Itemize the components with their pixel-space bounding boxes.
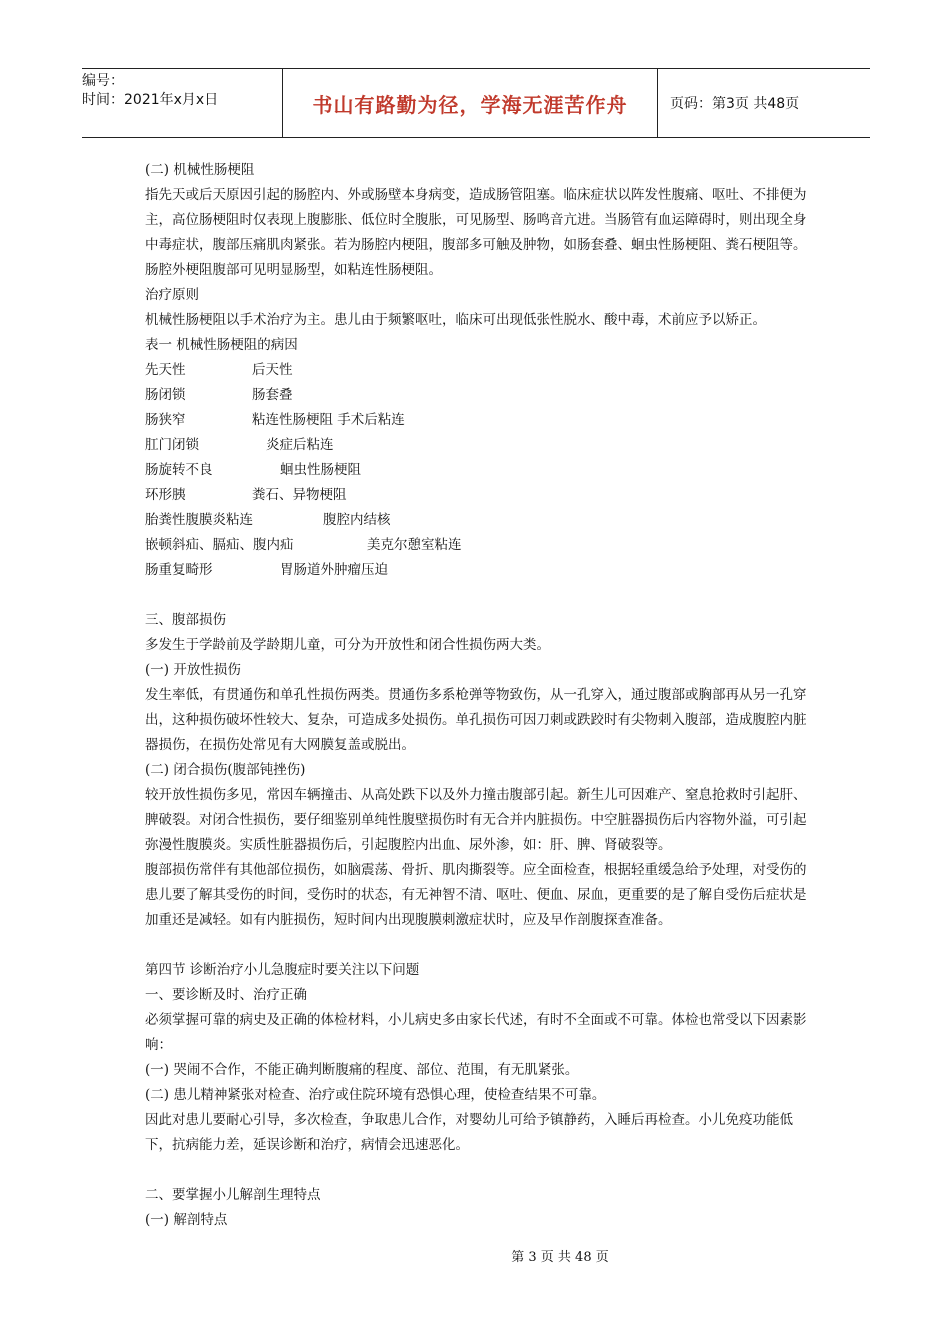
table-cell-left: 肛门闭锁 <box>145 437 199 453</box>
section-heading: (二) 机械性肠梗阻 <box>145 162 255 178</box>
paragraph: 必须掌握可靠的病史及正确的体检材料，小儿病史多由家长代述，有时不全面或不可靠。体检也常受以下因素影响： <box>145 1012 807 1053</box>
paragraph: 发生率低，有贯通伤和单孔性损伤两类。贯通伤多系枪弹等物致伤，从一孔穿入，通过腹部或胸部再从另一孔穿出，这种损伤破坏性较大、复杂，可造成多处损伤。单孔损伤可因刀刺或跌跤时有尖物刺入腹部，造成腹腔内脏器损伤，在损伤处常见有大网膜复盖或脱出。 <box>145 687 807 753</box>
paragraph: 较开放性损伤多见，常因车辆撞击、从高处跌下以及外力撞击腹部引起。新生儿可因难产、窒息抢救时引起肝、脾破裂。对闭合性损伤，要仔细鉴别单纯性腹壁损伤时有无合并内脏损伤。中空脏器损伤后内容物外溢，可引起弥漫性腹膜炎。实质性脏器损伤后，引起腹腔内出血、尿外渗，如：肝、脾、肾破裂等。 <box>145 787 807 853</box>
table-cell-right: 后天性 <box>252 362 293 378</box>
section-heading: 二、要掌握小儿解剖生理特点 <box>145 1187 321 1203</box>
table-cell-left: 肠重复畸形 <box>145 562 213 578</box>
table-cell-right: 蛔虫性肠梗阻 <box>280 462 361 478</box>
section-heading: (一) 开放性损伤 <box>145 662 241 678</box>
header <box>82 68 870 138</box>
header-page-label: 页码：第3页 共48页 <box>670 96 800 112</box>
table-cell-left: 肠狭窄 <box>145 412 186 428</box>
section-heading: 第四节 诊断治疗小儿急腹症时要关注以下问题 <box>145 962 420 978</box>
table-row <box>145 358 810 383</box>
section-heading: 治疗原则 <box>145 287 199 303</box>
table-cell-right: 腹腔内结核 <box>323 512 391 528</box>
table-cell-left: 肠闭锁 <box>145 387 186 403</box>
section-heading: (一) 解剖特点 <box>145 1212 228 1228</box>
table-cell-left: 先天性 <box>145 362 186 378</box>
table-row <box>145 383 810 408</box>
time-label: 时间：2021年x月x日 <box>82 92 219 108</box>
page-footer: 第 3 页 共 48 页 <box>511 1250 609 1265</box>
code-label: 编号： <box>82 73 124 89</box>
paragraph: 机械性肠梗阻以手术治疗为主。患儿由于频繁呕吐，临床可出现低张性脱水、酸中毒，术前应予以矫正。 <box>145 312 766 328</box>
paragraph: 因此对患儿要耐心引导，多次检查，争取患儿合作，对婴幼儿可给予镇静药，入睡后再检查。小儿免疫功能低下，抗病能力差，延误诊断和治疗，病情会迅速恶化。 <box>145 1112 793 1153</box>
spacer <box>145 933 810 958</box>
table-cell-left: 肠旋转不良 <box>145 462 213 478</box>
table-row <box>145 458 810 483</box>
table-cell-left: 胎粪性腹膜炎粘连 <box>145 512 253 528</box>
table-cell-right: 肠套叠 <box>252 387 293 403</box>
table-cell-left: 嵌顿斜疝、膈疝、腹内疝 <box>145 537 294 553</box>
table-cell-right: 炎症后粘连 <box>266 437 334 453</box>
table-row <box>145 558 810 583</box>
spacer <box>145 583 810 608</box>
table-row <box>145 433 810 458</box>
spacer <box>145 1158 810 1183</box>
table-row <box>145 508 810 533</box>
paragraph: 指先天或后天原因引起的肠腔内、外或肠壁本身病变，造成肠管阻塞。临床症状以阵发性腹痛、呕吐、不排便为主，高位肠梗阻时仅表现上腹膨胀、低位时全腹胀，可见肠型、肠鸣音亢进。当肠管有血运障碍时，则出现全身中毒症状，腹部压痛肌肉紧张。若为肠腔内梗阻，腹部多可触及肿物，如肠套叠、蛔虫性肠梗阻、粪石梗阻等。肠腔外梗阻腹部可见明显肠型，如粘连性肠梗阻。 <box>145 187 807 278</box>
table-row <box>145 408 810 433</box>
section-heading: 一、要诊断及时、治疗正确 <box>145 987 307 1003</box>
header-meta <box>82 69 283 137</box>
table-cell-right: 美克尔憩室粘连 <box>367 537 462 553</box>
paragraph: 多发生于学龄前及学龄期儿童，可分为开放性和闭合性损伤两大类。 <box>145 637 550 653</box>
section-heading: (二) 闭合损伤(腹部钝挫伤) <box>145 762 306 778</box>
table-title: 表一 机械性肠梗阻的病因 <box>145 337 298 353</box>
paragraph: 腹部损伤常伴有其他部位损伤，如脑震荡、骨折、肌肉撕裂等。应全面检查，根据轻重缓急给予处理，对受伤的患儿要了解其受伤的时间，受伤时的状态，有无神智不清、呕吐、便血、尿血，更重要的是了解自受伤后症状是加重还是减轻。如有内脏损伤，短时间内出现腹膜刺激症状时，应及早作剖腹探查准备。 <box>145 862 807 928</box>
table-cell-right: 粘连性肠梗阻 手术后粘连 <box>252 412 405 428</box>
table-row <box>145 533 810 558</box>
document-body <box>145 158 810 1233</box>
section-heading: 三、腹部损伤 <box>145 612 226 628</box>
paragraph: (二) 患儿精神紧张对检查、治疗或住院环境有恐惧心理，使检查结果不可靠。 <box>145 1087 606 1103</box>
table-cell-left: 环形胰 <box>145 487 186 503</box>
table-row <box>145 483 810 508</box>
table-cell-right: 胃肠道外肿瘤压迫 <box>280 562 388 578</box>
header-motto: 书山有路勤为径，学海无涯苦作舟 <box>283 69 658 137</box>
table-cell-right: 粪石、异物梗阻 <box>252 487 347 503</box>
paragraph: (一) 哭闹不合作，不能正确判断腹痛的程度、部位、范围，有无肌紧张。 <box>145 1062 579 1078</box>
